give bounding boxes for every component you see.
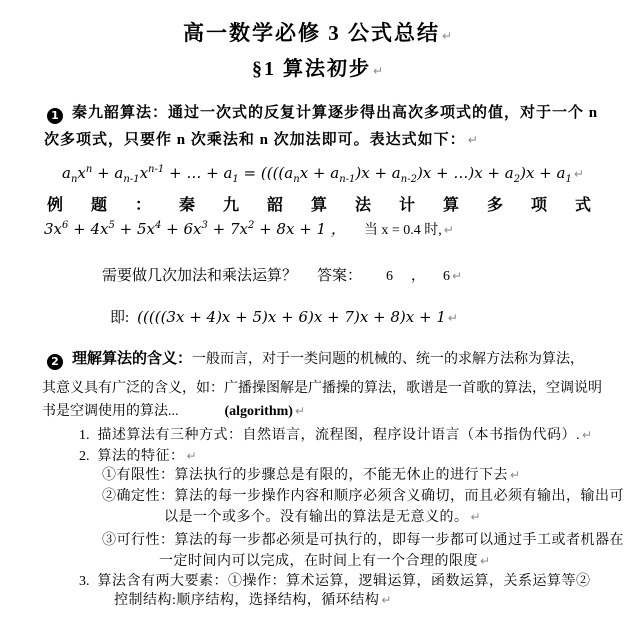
paragraph-mark-icon: ↵	[294, 403, 305, 418]
question-text: 需要做几次加法和乘法运算？	[102, 267, 298, 284]
section1-text-line1: 秦九韶算法：通过一次式的反复计算逐步得出高次多项式的值，对于一个 n	[72, 104, 599, 121]
section2-text-line3: 书是空调使用的算法...	[42, 403, 179, 419]
feature-2-text-line1: ②确定性：算法的每一步操作内容和顺序必须含义确切，而且必须有输出，输出可	[102, 488, 624, 504]
list-item-3-text-line2: 控制结构:顺序结构，选择结构，循环结构	[114, 592, 380, 608]
answer-value-2: 6	[443, 268, 451, 284]
section1-bullet-icon: 1	[47, 108, 63, 124]
section1-text-line2: 次多项式，只要作 n 次乘法和 n 次加法即可。表达式如下：	[44, 131, 466, 148]
paragraph-mark-icon: ↵	[381, 592, 392, 607]
feature-3-text-line2: 一定时间内可以完成，在时间上有一个合理的限度	[159, 553, 478, 569]
section2-bullet-icon: 2	[47, 354, 63, 370]
paragraph-mark-icon: ↵	[510, 467, 521, 482]
polynomial-condition: 当 x = 0.4 时,	[363, 222, 442, 238]
paragraph-mark-icon: ↵	[467, 132, 478, 147]
list-item-3-text-line1: 算法含有两大要素：①操作：算术运算，逻辑运算，函数运算，关系运算等②	[97, 573, 591, 589]
feature-3-text-line1: ③可行性：算法的每一步都必须是可执行的，即每一步都可以通过手工或者机器在	[102, 532, 624, 548]
list-item-3-number: 3.	[79, 573, 90, 589]
answer-comma: ，	[411, 268, 426, 284]
doc-title: 高一数学必修 3 公式总结	[182, 20, 440, 45]
paragraph-mark-icon: ↵	[443, 222, 454, 237]
section2-text-line1: 一般而言，对于一类问题的机械的、统一的求解方法称为算法，	[192, 351, 585, 367]
example-heading: 例题：秦九韶算法计算多项式	[47, 196, 620, 214]
list-item-2-number: 2.	[79, 448, 90, 464]
list-item-1-text: 描述算法有三种方式：自然语言，流程图，程序设计语言（本书指伪代码）.	[97, 427, 580, 443]
paragraph-mark-icon: ↵	[186, 448, 197, 463]
paragraph-mark-icon: ↵	[372, 63, 384, 78]
algorithm-term: (algorithm)	[224, 403, 293, 419]
list-item-1-number: 1.	[79, 427, 90, 443]
section2-heading: 理解算法的含义：	[72, 350, 193, 367]
section2-text-line2: 其意义具有广泛的含义，如：广播操图解是广播操的算法，歌谱是一首歌的算法，空调说明	[42, 380, 602, 396]
horner-formula: $a_nx^n + a_{n-1}x^{n-1}$ + … + $a_1 = ((((a_nx + a_{n-1})x + a_{n-2})x$ + …)x + $a_2)x + a_1$	[62, 163, 572, 185]
paragraph-mark-icon: ↵	[447, 310, 458, 325]
answer-label: 答案：	[317, 267, 363, 284]
polynomial-formula: $3x^6 + 4x^5 + 5x^4 + 6x^3 + 7x^2 + 8x + 1$ ，	[44, 219, 346, 238]
list-item-2-text: 算法的特征：	[97, 448, 185, 464]
paragraph-mark-icon: ↵	[573, 166, 584, 181]
paragraph-mark-icon: ↵	[470, 509, 481, 524]
feature-2-text-line2: 以是一个或多个。没有输出的算法是无意义的。	[164, 509, 469, 525]
polynomial-line	[30, 203, 454, 256]
feature-1-text: ①有限性：算法执行的步骤总是有限的，不能无休止的进行下去	[102, 467, 508, 483]
list-item-3-line2	[100, 576, 391, 626]
paragraph-mark-icon: ↵	[452, 268, 463, 283]
paragraph-mark-icon: ↵	[582, 427, 593, 442]
paragraph-mark-icon: ↵	[480, 553, 491, 568]
nested-formula: (((((3x + 4)x + 5)x + 6)x + 7)x + 8)x + 1	[137, 307, 446, 326]
paragraph-mark-icon: ↵	[441, 28, 453, 43]
ji-label: 即:	[110, 309, 130, 326]
answer-value-1: 6	[386, 268, 394, 284]
doc-subtitle: §1 算法初步	[251, 57, 371, 80]
